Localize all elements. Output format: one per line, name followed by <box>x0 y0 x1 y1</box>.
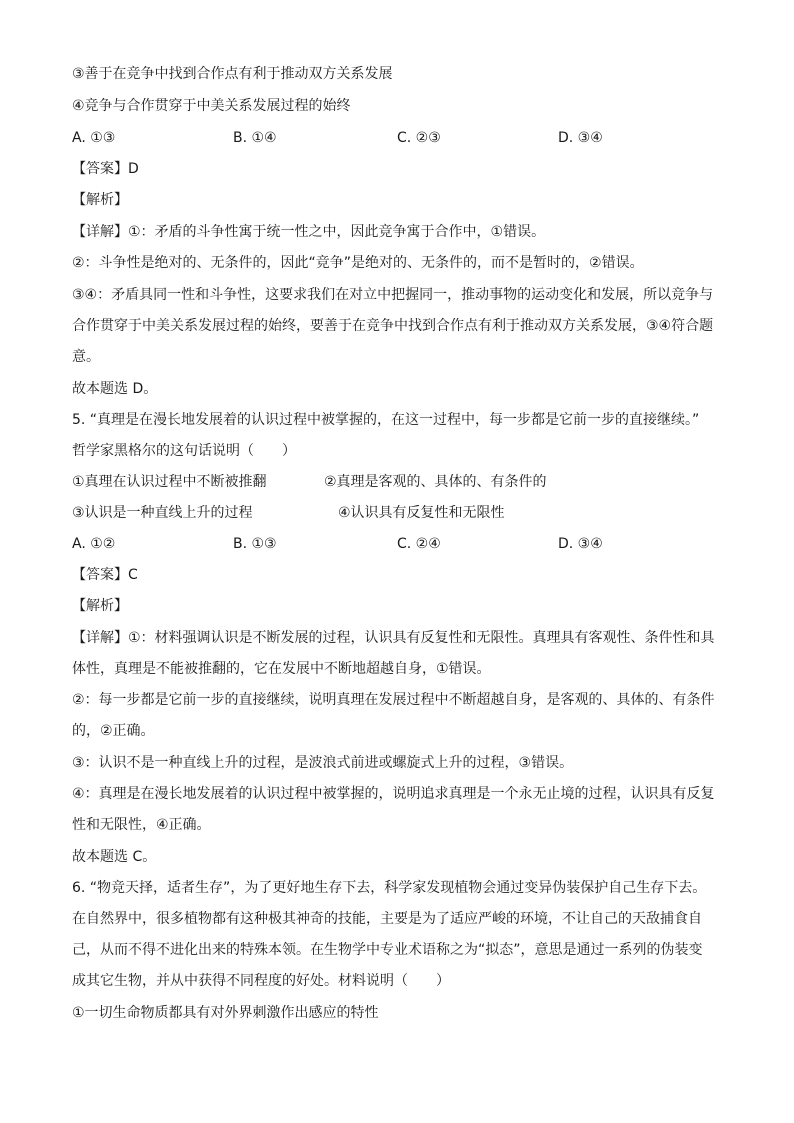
q4-option-c: C. ②③ <box>397 130 441 146</box>
q5-statement-1: ①真理在认识过程中不断被推翻 <box>72 474 267 490</box>
q5-option-a: A. ①② <box>72 536 116 552</box>
q6-statement-1: ①一切生命物质都具有对外界刺激作出感应的特性 <box>72 1005 379 1021</box>
q5-detail-line: 体性，真理是不能被推翻的，它在发展中不断地超越自身，①错误。 <box>72 661 491 677</box>
q5-stem-line: 5. “真理是在漫长地发展着的认识过程中被掌握的，在这一过程中，每一步都是它前一步的直接继续。” <box>72 412 700 428</box>
q5-detail-line: ④：真理是在漫长地发展着的认识过程中被掌握的，说明追求真理是一个永无止境的过程，认识具有反复 <box>72 786 715 802</box>
q5-stem-line: 哲学家黑格尔的这句话说明（ ） <box>72 443 296 459</box>
q6-stem-line: 成其它生物，并从中获得不同程度的好处。材料说明（ ） <box>72 973 450 989</box>
q4-option-d: D. ③④ <box>558 130 603 146</box>
q6-stem-line: 己，从而不得不进化出来的特殊本领。在生物学中专业术语称之为“拟态”，意思是通过一系列的伪装变 <box>72 942 703 958</box>
q5-statement-3: ③认识是一种直线上升的过程 <box>72 505 253 521</box>
q4-detail-line: ②：斗争性是绝对的、无条件的，因此“竞争”是绝对的、无条件的，而不是暂时的，②错误。 <box>72 255 644 271</box>
q5-detail-line: ②：每一步都是它前一步的直接继续，说明真理在发展过程中不断超越自身，是客观的、具体的、有条件 <box>72 692 715 708</box>
q5-answer: 【答案】C <box>72 567 138 583</box>
q4-detail-line: 意。 <box>72 349 100 365</box>
q6-stem-line: 在自然界中，很多植物都有这种极其神奇的技能，主要是为了适应严峻的环境，不让自己的天敌捕食自 <box>72 911 702 927</box>
q5-analysis-label: 【解析】 <box>72 598 128 614</box>
q4-option-b: B. ①④ <box>233 130 277 146</box>
q4-answer: 【答案】D <box>72 161 139 177</box>
q5-detail-line: 性和无限性，④正确。 <box>72 817 211 833</box>
q5-conclusion: 故本题选 C。 <box>72 849 157 865</box>
q5-option-c: C. ②④ <box>397 536 441 552</box>
q5-option-d: D. ③④ <box>558 536 603 552</box>
q4-detail-line: 合作贯穿于中美关系发展过程的始终，要善于在竞争中找到合作点有利于推动双方关系发展，③④符合题 <box>72 318 714 334</box>
q4-detail-line: ③④：矛盾具同一性和斗争性，这要求我们在对立中把握同一，推动事物的运动变化和发展，所以竞争与 <box>72 287 714 303</box>
q4-statement-4: ④竞争与合作贯穿于中美关系发展过程的始终 <box>72 98 351 114</box>
q6-stem-line: 6. “物竞天择，适者生存”，为了更好地生存下去，科学家发现植物会通过变异伪装保护自己生存下去。 <box>72 880 707 896</box>
q4-conclusion: 故本题选 D。 <box>72 381 158 397</box>
q5-option-b: B. ①③ <box>233 536 277 552</box>
q4-detail-line: 【详解】①：矛盾的斗争性寓于统一性之中，因此竞争寓于合作中，①错误。 <box>72 224 546 240</box>
q5-statement-2: ②真理是客观的、具体的、有条件的 <box>324 474 547 490</box>
q5-statement-4: ④认识具有反复性和无限性 <box>338 505 505 521</box>
q5-detail-line: ③：认识不是一种直线上升的过程，是波浪式前进或螺旋式上升的过程，③错误。 <box>72 755 574 771</box>
q4-option-a: A. ①③ <box>72 130 116 146</box>
q4-analysis-label: 【解析】 <box>72 192 128 208</box>
q5-detail-line: 的，②正确。 <box>72 723 155 739</box>
q5-detail-line: 【详解】①：材料强调认识是不断发展的过程，认识具有反复性和无限性。真理具有客观性、条件性和具 <box>72 630 715 646</box>
q4-statement-3: ③善于在竞争中找到合作点有利于推动双方关系发展 <box>72 66 393 82</box>
